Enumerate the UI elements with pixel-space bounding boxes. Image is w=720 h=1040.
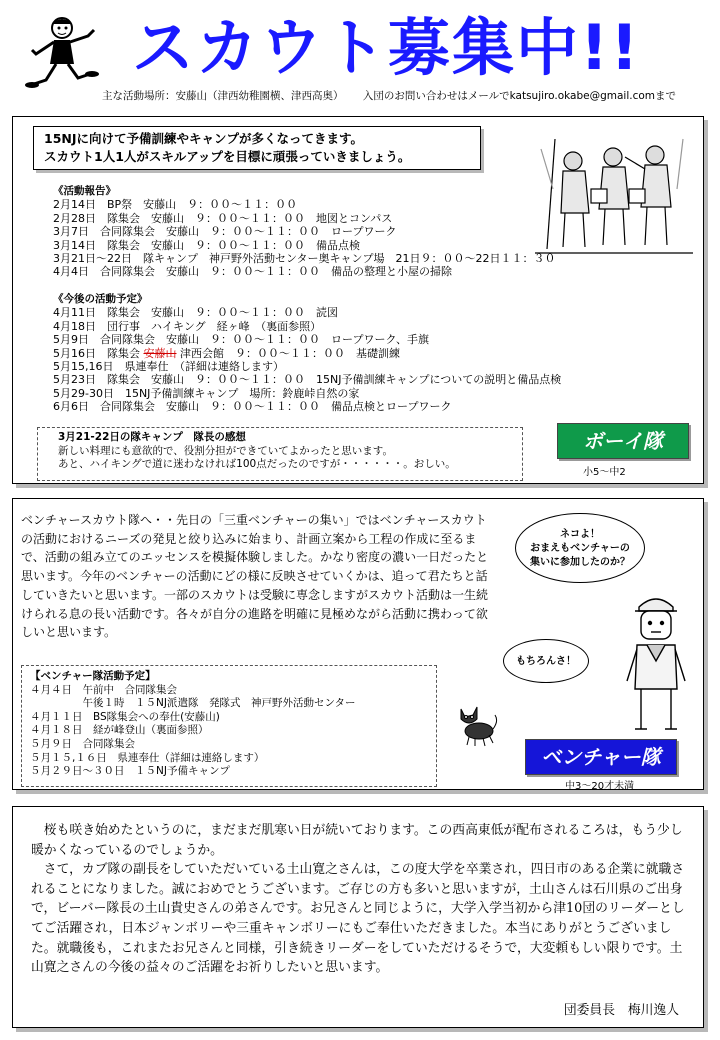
message-paragraph: さて，カブ隊の副長をしていただいている土山寛之さんは，この度大学を卒業され，四日市のある企業に就職されることになりました。誠におめでとうございます。ご存じの方も多いと思いますが，土山さんは石川県のご出身で，ビーバー隊長の土山貴史さんの弟さんです。お兄さんと同じように，大学入学当初から津10団のリーダーとしてご活躍され，日本ジャンボリーや三重キャンボリーにもご奉仕いただきました。本当にありがとうございました。就職後も，これまたお兄さんと同様，引き続きリーダーをしていただけるそうで，大変頼もしい限りです。土山寛之さんの今後の益々のご活躍をお祈りしたいと思います。: [31, 862, 685, 976]
venture-plan-item: ５月１５,１６日 県連奉仕（詳細は連絡します）: [30, 751, 265, 764]
plan-item: 5月16日 隊集会 安藤山 津西会館 ９：００～１１：００ 基礎訓練: [53, 346, 400, 360]
cat-illustration: [451, 701, 499, 747]
activity-report: [53, 185, 556, 279]
future-plan: [53, 293, 561, 414]
struck-location: 安藤山: [143, 346, 177, 360]
impression-line: 新しい料理にも意欲的で、役割分担ができていてよかったと思います。: [58, 444, 393, 457]
venture-plan-item: ４月１８日 経が峰登山（裏面参照）: [30, 724, 209, 737]
plan-item: 4月11日 隊集会 安藤山 ９：００～１１：００ 読図: [53, 306, 338, 320]
signature: 団委員長 梅川逸人: [563, 1003, 679, 1018]
activity-place: 主な活動場所：安藤山（津西幼稚園横、津西高奥）: [102, 90, 344, 102]
boy-age-range: 小5～中2: [583, 467, 626, 478]
venture-plan: [21, 665, 437, 787]
plan-item: 4月18日 団行事 ハイキング 経ヶ峰 （裏面参照）: [53, 319, 322, 333]
plan-item: 6月6日 合同隊集会 安藤山 ９：００～１１：００ 備品点検とロープワーク: [53, 400, 452, 414]
running-scout-icon: [22, 14, 102, 96]
hiking-scouts-illustration: [533, 129, 695, 261]
chairman-message: [31, 821, 695, 978]
report-heading: 《活動報告》: [53, 185, 116, 197]
page-title: スカウト募集中!!: [132, 11, 641, 84]
report-item: 4月4日 合同隊集会 安藤山 ９：００～１１：００ 備品の整理と小屋の掃除: [53, 265, 452, 279]
venture-message: ベンチャースカウト隊へ・・先日の「三重ベンチャーの集い」ではベンチャースカウトの活動におけるニーズの発見と絞り込みに始まり、計画立案から工程の作成に至るまで、活動の組み立てのエッセンスを模擬体験しました。かなり密度の濃い一日だったと思います。今年のベンチャーの活動にどの様に反映させていくかは、追って君たちと話していきたいと思います。一部のスカウトは受験に専念しますがスカウト活動は一生続けられる息の長い活動です。各々が自分の進路を明確に見極めながら活動に携わって欲しいと思います。: [21, 513, 489, 640]
report-item: 3月21日～22日 隊キャンプ 神戸野外活動センター奥キャンプ場 21日９：００～22日１１：３０: [53, 252, 556, 266]
report-item: 2月28日 隊集会 安藤山 ９：００～１１：００ 地図とコンパス: [53, 211, 393, 225]
venture-badge: ベンチャー隊: [525, 739, 677, 775]
boy-scout-section: [12, 116, 704, 484]
leader-impression: [37, 427, 523, 481]
venture-plan-item: 午後１時 １５NJ派遣隊 発隊式 神戸野外活動センター: [30, 697, 356, 710]
plan-item: 5月9日 合同隊集会 安藤山 ９：００～１１：００ ロープワーク、手旗: [53, 333, 430, 347]
message-paragraph: 桜も咲き始めたというのに，まだまだ肌寒い日が続いております。この西高東低が配布されるころは，もう少し暖かくなっているのでしょうか。: [31, 823, 683, 858]
callout-line: 15NJに向けて予備訓練やキャンプが多くなってきます。: [44, 131, 364, 146]
report-item: 2月14日 BP祭 安藤山 ９：００～１１：００: [53, 198, 298, 212]
report-item: 3月14日 隊集会 安藤山 ９：００～１１：００ 備品点検: [53, 238, 360, 252]
impression-line: あと、ハイキングで道に迷わなければ100点だったのですが・・・・・・。おしい。: [58, 458, 456, 470]
report-item: 3月7日 合同隊集会 安藤山 ９：００～１１：００ ロープワーク: [53, 225, 397, 239]
venture-section: [12, 498, 704, 790]
callout-line: スカウト1人1人がスキルアップを目標に頑張っていきましょう。: [44, 149, 411, 164]
venture-plan-heading: 【ベンチャー隊活動予定】: [30, 670, 156, 682]
venture-plan-item: ４月４日 午前中 合同隊集会: [30, 683, 177, 696]
venture-plan-item: ５月９日 合同隊集会: [30, 737, 135, 750]
header-info: [102, 88, 692, 103]
boy-scout-badge: ボーイ隊: [557, 423, 689, 459]
chairman-message-section: [12, 806, 704, 1028]
boy-callout: [33, 126, 481, 170]
speech-bubble-answer: もちろんさ！: [503, 639, 589, 683]
speech-bubble-question: ネコよ！ おまえもベンチャーの 集いに参加したのか？: [515, 513, 645, 583]
header: [0, 0, 720, 105]
impression-heading: 3月21-22日の隊キャンプ 隊長の感想: [58, 431, 246, 443]
venture-plan-item: ４月１１日 BS隊集会への奉仕(安藤山): [30, 710, 220, 723]
plan-item: 5月29-30日 15NJ予備訓練キャンプ 場所：鈴鹿峠自然の家: [53, 386, 360, 400]
plan-item: 5月15,16日 県連奉仕 （詳細は連絡します）: [53, 360, 284, 374]
venture-age-range: 中3～20才未満: [565, 781, 635, 792]
scout-boy-illustration: [621, 589, 691, 739]
plan-heading: 《今後の活動予定》: [53, 293, 148, 305]
inquiry-text: 入団のお問い合わせはメールでkatsujiro.okabe@gmail.comまで: [362, 90, 677, 102]
venture-plan-item: ５月２９日～３０日 １５NJ予備キャンプ: [30, 765, 230, 778]
plan-item: 5月23日 隊集会 安藤山 ９：００～１１：００ 15NJ予備訓練キャンプについての説明と備品点検: [53, 373, 562, 387]
